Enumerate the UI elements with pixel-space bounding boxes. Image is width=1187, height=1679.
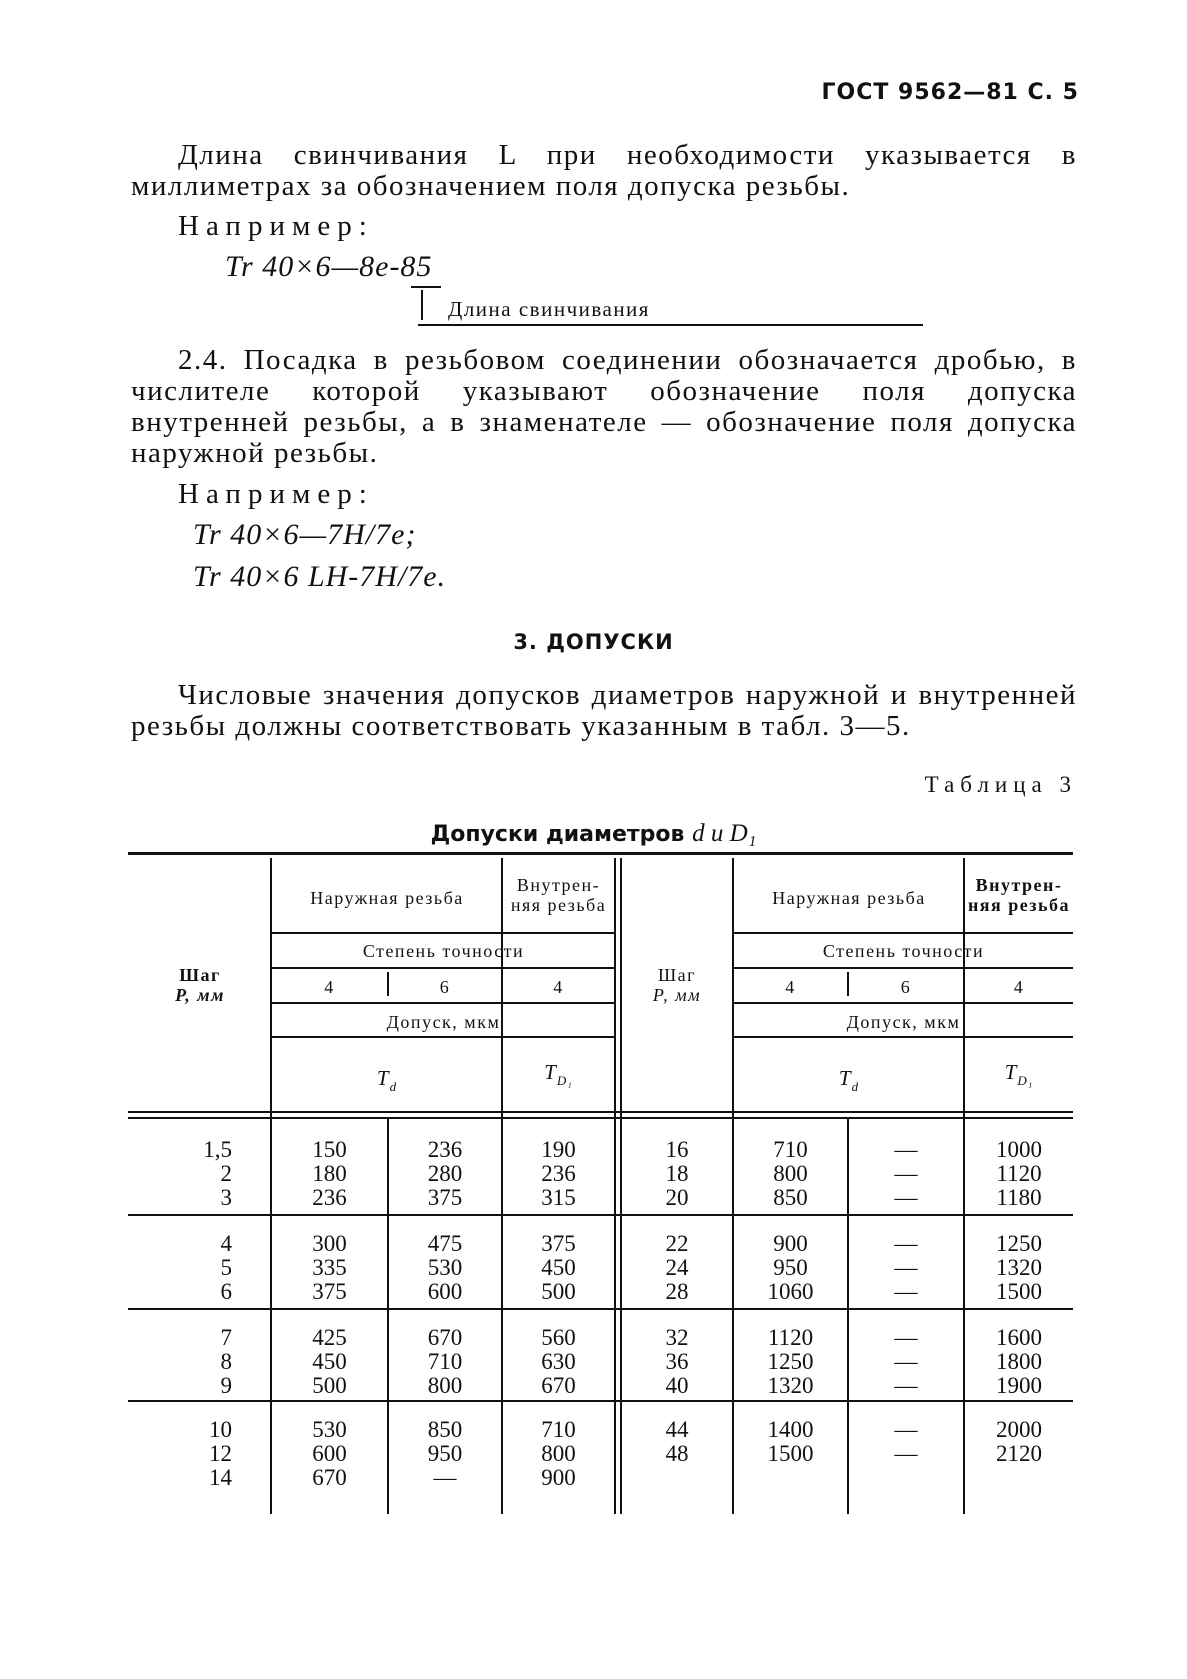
cell-left-tD4-2: 560 630 670 (541, 1325, 576, 1398)
paragraph-tolerances: Числовые значения допусков диаметров наружной и внутренней резьбы должны соответствовать указанным в табл. 3—5. (131, 679, 1077, 742)
bracket-top (411, 286, 441, 288)
cell-right-tD4-2: 1600 1800 1900 (996, 1325, 1042, 1398)
header-external-left: Наружная резьба (310, 888, 464, 908)
header-tD-left: $T_{D_1}$ (544, 1060, 573, 1088)
cell-right-step-2: 32 36 40 (665, 1325, 689, 1398)
header-degree-right: Степень точности (822, 941, 985, 961)
header-degree-6-left: 6 (439, 977, 451, 997)
table-title (0, 820, 1187, 848)
cell-right-step-0: 16 18 20 (665, 1137, 689, 1210)
header-tD-right: $T_{D_1}$ (1004, 1060, 1034, 1088)
header-td-right: $T_d$ (838, 1066, 860, 1094)
cell-right-td4-2: 1120 1250 1320 (767, 1325, 814, 1398)
cell-right-td4-0: 710 800 850 (773, 1137, 808, 1210)
header-external-right: Наружная резьба (772, 888, 926, 908)
table-title-text: Допуски диаметров (430, 822, 685, 847)
cell-right-td6-3: — — (894, 1417, 918, 1466)
cell-right-td6-0: — — — (894, 1137, 918, 1210)
cell-left-td6-1: 475 530 600 (427, 1231, 463, 1304)
example-label-2: Например: (178, 478, 374, 510)
cell-left-td6-2: 670 710 800 (427, 1325, 463, 1398)
cell-right-td6-2: — — — (894, 1325, 918, 1398)
header-td-left: $T_d$ (376, 1066, 398, 1094)
cell-left-step-2: 7 8 9 (220, 1325, 232, 1398)
header-degree-left: Степень точности (362, 941, 525, 961)
header-internal-left: Внутрен- няя резьба (510, 875, 607, 915)
header-internal-right: Внутрен- няя резьба (967, 875, 1071, 915)
cell-right-td4-1: 900 950 1060 (767, 1231, 814, 1304)
formula-note: Длина свинчивания (418, 294, 923, 326)
header-step-right: Шаг P, мм (652, 965, 702, 1005)
cell-left-tD4-0: 190 236 315 (541, 1137, 576, 1210)
formula-fit-2: Tr 40×6 LH-7H/7e. (193, 560, 447, 593)
formula-fit-1: Tr 40×6—7H/7e; (193, 518, 417, 551)
cell-left-td4-1: 300 335 375 (312, 1231, 347, 1304)
cell-left-td6-3: 850 950 — (427, 1417, 463, 1490)
section-title: 3. ДОПУСКИ (513, 630, 674, 654)
cell-left-tD4-1: 375 450 500 (541, 1231, 576, 1304)
cell-right-td4-3: 1400 1500 (767, 1417, 814, 1466)
header-step-left: Шаг P, мм (175, 965, 225, 1005)
cell-left-td4-0: 150 180 236 (312, 1137, 347, 1210)
page-header: ГОСТ 9562—81 С. 5 (821, 80, 1079, 105)
example-label: Например: (178, 210, 374, 242)
paragraph-fit: 2.4. Посадка в резьбовом соединении обозначается дробью, в числителе которой указывают обозначение поля допуска внутренней резьбы, а в знаменателе — обозначение поля допуска наружной резьбы. (131, 344, 1077, 469)
cell-right-tD4-1: 1250 1320 1500 (996, 1231, 1042, 1304)
header-degree-4-right: 4 (785, 977, 796, 997)
header-degree-4b-left: 4 (553, 977, 564, 997)
cell-right-td6-1: — — — (894, 1231, 918, 1304)
cell-left-step-3: 10 12 14 (209, 1417, 232, 1490)
cell-left-td4-3: 530 600 670 (312, 1417, 347, 1490)
cell-right-step-1: 22 24 28 (665, 1231, 689, 1304)
table-label: Таблица 3 (924, 772, 1077, 797)
header-degree-6-right: 6 (900, 977, 912, 997)
cell-right-step-3: 44 48 (665, 1417, 689, 1466)
cell-left-td4-2: 425 450 500 (312, 1325, 347, 1398)
cell-left-step-1: 4 5 6 (220, 1231, 232, 1304)
header-degree-4b-right: 4 (1013, 977, 1025, 997)
header-degree-4-left: 4 (324, 977, 335, 997)
cell-right-tD4-0: 1000 1120 1180 (996, 1137, 1042, 1210)
header-tolerance-right: Допуск, мкм (846, 1012, 961, 1032)
table-title-vars: d и D₁ (692, 820, 757, 847)
formula-length: Tr 40×6—8e-85 (225, 250, 433, 283)
cell-right-tD4-3: 2000 2120 (996, 1417, 1042, 1466)
cell-left-step-0: 1,5 2 3 (203, 1137, 232, 1210)
paragraph-length: Длина свинчивания L при необходимости указывается в миллиметрах за обозначением поля допуска резьбы. (131, 139, 1077, 202)
header-tolerance-left: Допуск, мкм (386, 1012, 501, 1032)
cell-left-td6-0: 236 280 375 (427, 1137, 463, 1210)
cell-left-tD4-3: 710 800 900 (541, 1417, 576, 1490)
